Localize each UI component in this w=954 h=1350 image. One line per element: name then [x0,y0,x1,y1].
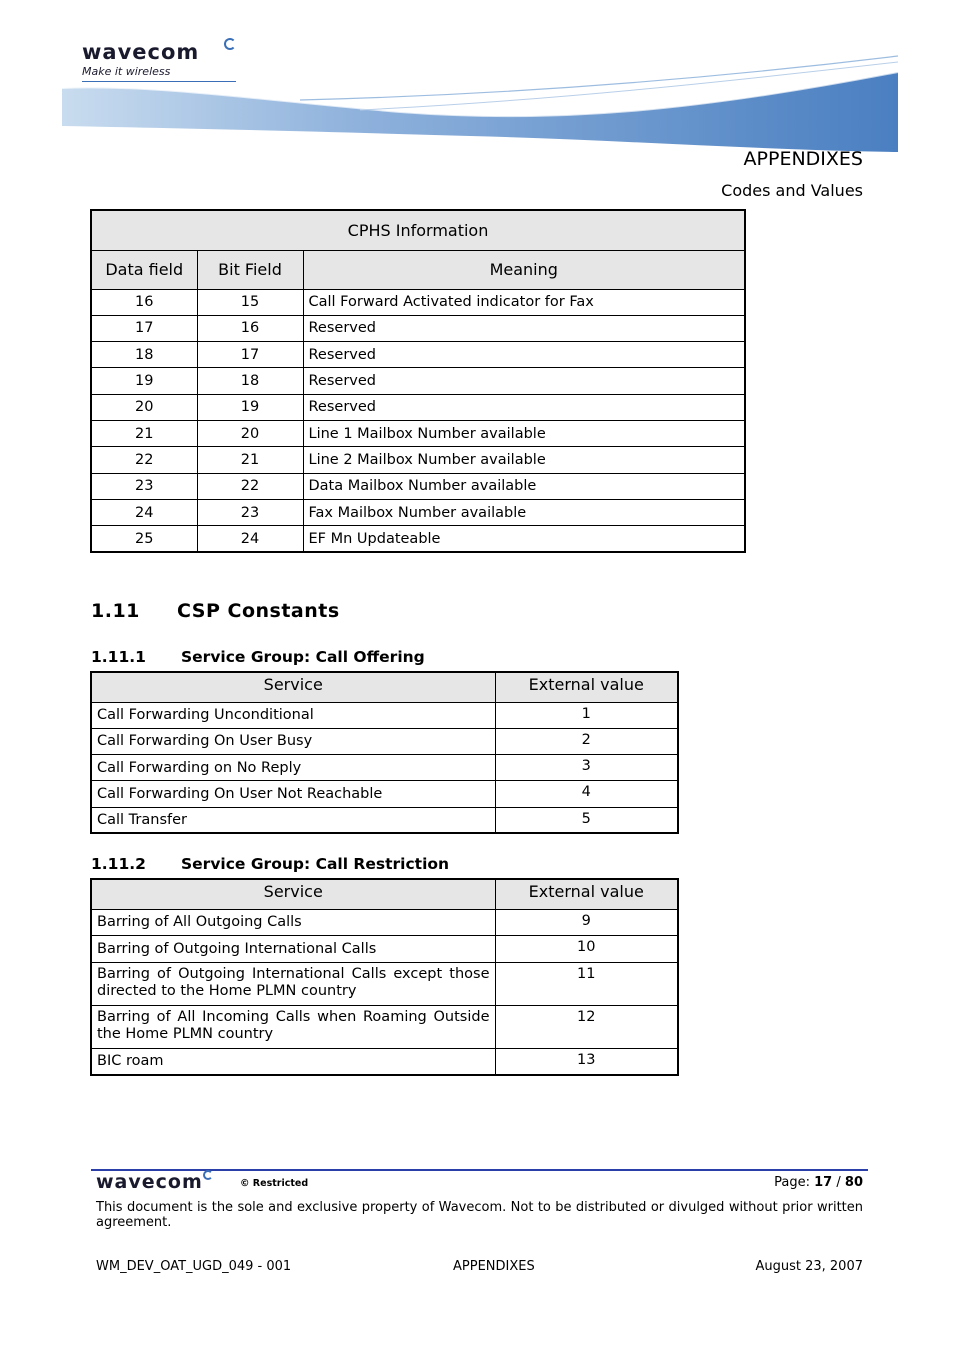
section-title: APPENDIXES [743,148,863,170]
header-banner [0,0,954,160]
external-value-cell: 11 [495,962,678,1005]
column-header-service: Service [91,879,495,909]
data-field-cell: 20 [91,394,197,420]
meaning-cell: Reserved [303,394,745,420]
column-header-meaning: Meaning [303,250,745,289]
footer-logo [96,1171,213,1193]
external-value-cell: 1 [495,702,678,728]
service-cell: Call Forwarding Unconditional [91,702,495,728]
subsection-heading-call-restriction [91,855,449,873]
document-date: August 23, 2007 [755,1259,863,1274]
bit-field-cell: 24 [197,526,303,552]
table-row [91,936,678,963]
wave-graphic [0,0,954,160]
meaning-cell: Reserved [303,342,745,368]
table-row [91,394,745,420]
logo-swirl-icon [224,38,236,50]
column-header-external-value: External value [495,879,678,909]
page-label: Page: [774,1175,810,1190]
subsection-heading-text: Service Group: Call Offering [181,648,425,666]
data-field-cell: 25 [91,526,197,552]
call-offering-table [90,671,679,834]
bit-field-cell: 15 [197,289,303,315]
table-row [91,420,745,446]
external-value-cell: 3 [495,755,678,781]
table-row [91,526,745,552]
column-header-external-value: External value [495,672,678,702]
meaning-cell: Data Mailbox Number available [303,473,745,499]
call-restriction-table [90,878,679,1076]
table-row [91,909,678,936]
footer-logo-swirl-icon [203,1170,213,1180]
document-reference: WM_DEV_OAT_UGD_049 - 001 [96,1259,292,1274]
bit-field-cell: 16 [197,315,303,341]
bit-field-cell: 17 [197,342,303,368]
table-row [91,728,678,754]
bit-field-cell: 20 [197,420,303,446]
table-row [91,342,745,368]
service-cell: Barring of All Incoming Calls when Roaming Outside the Home PLMN country [91,1005,495,1048]
external-value-cell: 2 [495,728,678,754]
section-heading [91,600,340,622]
footer-logo-wordmark: wavecom [96,1171,203,1193]
table-row [91,315,745,341]
meaning-cell: Reserved [303,315,745,341]
cphs-information-table [90,209,746,553]
document-section: APPENDIXES [453,1259,535,1274]
bit-field-cell: 18 [197,368,303,394]
section-heading-text: CSP Constants [177,600,340,622]
service-cell: BIC roam [91,1048,495,1075]
page-number [774,1175,863,1190]
column-header-service: Service [91,672,495,702]
external-value-cell: 13 [495,1048,678,1075]
subsection-number: 1.11.1 [91,648,146,666]
table-row [91,702,678,728]
external-value-cell: 9 [495,909,678,936]
table-caption: CPHS Information [91,210,745,250]
external-value-cell: 5 [495,807,678,833]
service-cell: Barring of Outgoing International Calls except those directed to the Home PLMN country [91,962,495,1005]
table-row [91,473,745,499]
service-cell: Call Transfer [91,807,495,833]
data-field-cell: 23 [91,473,197,499]
table-row [91,1048,678,1075]
table-row [91,499,745,525]
disclaimer-text: This document is the sole and exclusive property of Wavecom. Not to be distributed or divulged without prior written agreement. [96,1200,863,1230]
restricted-label: © Restricted [240,1178,309,1189]
bit-field-cell: 19 [197,394,303,420]
page-current: 17 [814,1175,833,1190]
logo-tagline: Make it wireless [82,65,171,78]
external-value-cell: 4 [495,781,678,807]
table-row [91,447,745,473]
section-number: 1.11 [91,600,140,622]
column-header-data-field: Data field [91,250,197,289]
data-field-cell: 21 [91,420,197,446]
table-row [91,289,745,315]
subsection-heading-call-offering [91,648,425,666]
service-cell: Barring of All Outgoing Calls [91,909,495,936]
service-cell: Barring of Outgoing International Calls [91,936,495,963]
subsection-heading-text: Service Group: Call Restriction [181,855,450,873]
meaning-cell: Fax Mailbox Number available [303,499,745,525]
bit-field-cell: 22 [197,473,303,499]
data-field-cell: 18 [91,342,197,368]
external-value-cell: 12 [495,1005,678,1048]
bit-field-cell: 21 [197,447,303,473]
page-separator: / [836,1175,841,1190]
section-subtitle: Codes and Values [721,181,863,200]
wavecom-logo [82,40,199,78]
data-field-cell: 22 [91,447,197,473]
service-cell: Call Forwarding On User Busy [91,728,495,754]
data-field-cell: 24 [91,499,197,525]
logo-underline [82,81,236,82]
meaning-cell: EF Mn Updateable [303,526,745,552]
data-field-cell: 19 [91,368,197,394]
subsection-number: 1.11.2 [91,855,146,873]
logo-wordmark: wavecom [82,40,200,64]
table-row [91,368,745,394]
bit-field-cell: 23 [197,499,303,525]
table-row [91,781,678,807]
table-row [91,1005,678,1048]
service-cell: Call Forwarding On User Not Reachable [91,781,495,807]
data-field-cell: 16 [91,289,197,315]
meaning-cell: Line 2 Mailbox Number available [303,447,745,473]
data-field-cell: 17 [91,315,197,341]
service-cell: Call Forwarding on No Reply [91,755,495,781]
meaning-cell: Line 1 Mailbox Number available [303,420,745,446]
external-value-cell: 10 [495,936,678,963]
table-row [91,755,678,781]
table-row [91,962,678,1005]
page-total: 80 [844,1175,863,1190]
table-row [91,807,678,833]
column-header-bit-field: Bit Field [197,250,303,289]
meaning-cell: Reserved [303,368,745,394]
meaning-cell: Call Forward Activated indicator for Fax [303,289,745,315]
